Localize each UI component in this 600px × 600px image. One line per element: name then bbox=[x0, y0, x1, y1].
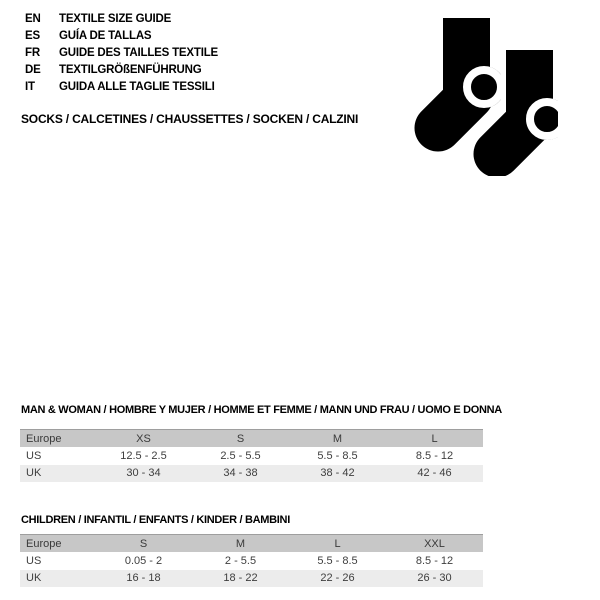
language-code: FR bbox=[25, 46, 40, 59]
size-value: 8.5 - 12 bbox=[415, 554, 454, 567]
size-value: 18 - 22 bbox=[223, 572, 258, 585]
size-value: 42 - 46 bbox=[417, 467, 452, 480]
row-label: UK bbox=[26, 572, 42, 585]
language-row-de bbox=[25, 61, 218, 78]
size-value: 0.05 - 2 bbox=[124, 554, 163, 567]
size-value: 5.5 - 8.5 bbox=[317, 554, 358, 567]
language-title: TEXTILGRÖßENFÜHRUNG bbox=[59, 63, 202, 76]
table-title-children: CHILDREN / INFANTIL / ENFANTS / KINDER / BAMBINI bbox=[21, 514, 290, 526]
column-header-size: XXL bbox=[424, 537, 445, 550]
size-table-children bbox=[20, 534, 483, 587]
language-code: DE bbox=[25, 63, 41, 76]
column-header-europe: Europe bbox=[26, 537, 62, 550]
column-header-size: L bbox=[431, 432, 438, 445]
column-header-size: S bbox=[236, 432, 245, 445]
table-title-man-woman: MAN & WOMAN / HOMBRE Y MUJER / HOMME ET FEMME / MANN UND FRAU / UOMO E DONNA bbox=[21, 404, 502, 416]
column-header-size: M bbox=[332, 432, 343, 445]
language-row-en bbox=[25, 10, 218, 27]
row-label: US bbox=[26, 554, 42, 567]
table-row-us bbox=[20, 552, 483, 570]
column-header-size: XS bbox=[136, 432, 151, 445]
table-row-uk bbox=[20, 465, 483, 483]
size-value: 34 - 38 bbox=[223, 467, 258, 480]
socks-icon bbox=[410, 16, 558, 176]
column-header-size: L bbox=[334, 537, 341, 550]
language-list bbox=[25, 10, 218, 95]
row-label: UK bbox=[26, 467, 42, 480]
table-row-uk bbox=[20, 570, 483, 588]
size-value: 16 - 18 bbox=[126, 572, 161, 585]
language-row-it bbox=[25, 78, 218, 95]
size-value: 8.5 - 12 bbox=[415, 449, 454, 462]
size-table-man-woman bbox=[20, 429, 483, 482]
language-code: IT bbox=[25, 80, 35, 93]
language-code: EN bbox=[25, 12, 41, 25]
table-header-row bbox=[20, 534, 483, 552]
size-value: 2.5 - 5.5 bbox=[220, 449, 261, 462]
language-row-fr bbox=[25, 44, 218, 61]
language-row-es bbox=[25, 27, 218, 44]
size-value: 2 - 5.5 bbox=[224, 554, 257, 567]
column-header-size: M bbox=[235, 537, 246, 550]
column-header-europe: Europe bbox=[26, 432, 62, 445]
language-title: GUÍA DE TALLAS bbox=[59, 29, 152, 42]
size-value: 30 - 34 bbox=[126, 467, 161, 480]
size-value: 26 - 30 bbox=[417, 572, 452, 585]
table-row-us bbox=[20, 447, 483, 465]
size-value: 38 - 42 bbox=[320, 467, 355, 480]
language-title: GUIDA ALLE TAGLIE TESSILI bbox=[59, 80, 215, 93]
language-code: ES bbox=[25, 29, 40, 42]
size-value: 12.5 - 2.5 bbox=[120, 449, 167, 462]
size-value: 22 - 26 bbox=[320, 572, 355, 585]
category-title: SOCKS / CALCETINES / CHAUSSETTES / SOCKEN / CALZINI bbox=[21, 112, 359, 126]
size-value: 5.5 - 8.5 bbox=[317, 449, 358, 462]
language-title: TEXTILE SIZE GUIDE bbox=[59, 12, 172, 25]
table-header-row bbox=[20, 429, 483, 447]
language-title: GUIDE DES TAILLES TEXTILE bbox=[59, 46, 218, 59]
socks-icon-svg bbox=[410, 16, 558, 176]
column-header-size: S bbox=[139, 537, 148, 550]
row-label: US bbox=[26, 449, 42, 462]
